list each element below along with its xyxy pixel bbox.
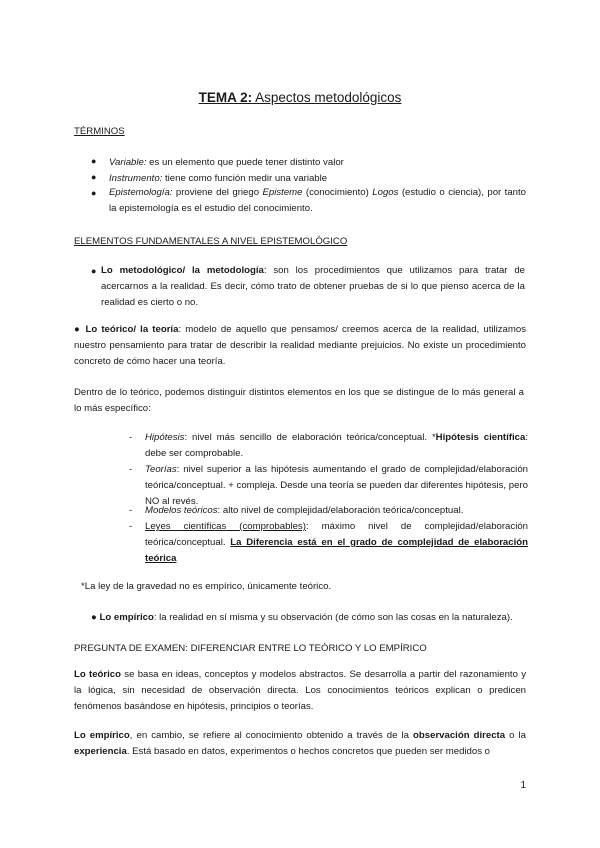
sub-item-leyes: Leyes científicas (comprobables): máximo nivel de complejidad/elaboración teórica/conceptual. La Diferencia está en el grado de complejidad de elaboración teórica: [145, 521, 528, 564]
list-item-epistemologia: Epistemología: proviene del griego Episteme (conocimiento) Logos (estudio o ciencia), por tanto la epistemología es el estudio del conocimiento.: [109, 187, 526, 214]
sub-item-hipotesis: Hipótesis: nivel más sencillo de elaboración teórica/conceptual. *Hipótesis científica: debe ser comprobable.: [145, 432, 528, 459]
bullet-icon: ●: [91, 266, 97, 276]
paragraph-teorico: ● Lo teórico/ la teoría: modelo de aquello que pensamos/ creemos acerca de la realidad, utilizamos nuestro pensamiento para tratar de describir la realidad mediante prejuicios. No existe un procedimiento concreto de cómo hacer una teoría.: [74, 324, 527, 367]
paragraph-lo-empirico: Lo empírico, en cambio, se refiere al conocimiento obtenido a través de la observación directa o la experiencia. Está basado en datos, experimentos o hechos concretos que pueden ser medidos o: [74, 730, 526, 757]
sub-item-modelos: Modelos teóricos: alto nivel de complejidad/elaboración teórica/conceptual.: [145, 505, 464, 516]
bullet-icon: ●: [91, 188, 97, 198]
paragraph-empirico: ● Lo empírico: la realidad en sí misma y su observación (de cómo son las cosas en la naturaleza).: [91, 612, 513, 623]
paragraph-metodologico: Lo metodológico/ la metodología: son los procedimientos que utilizamos para tratar de acercarnos a la realidad. Es decir, cómo trato de obtener pruebas de si lo que pienso acerca de la realidad es cierto o no.: [101, 265, 525, 308]
paragraph-intro: Dentro de lo teórico, podemos distinguir distintos elementos en los que se distingue de lo más general a lo más específico:: [74, 387, 524, 414]
list-item-instrumento: Instrumento: tiene como función medir una variable: [109, 173, 328, 184]
section-heading-elementos: ELEMENTOS FUNDAMENTALES A NIVEL EPISTEMOLÓGICO: [74, 236, 348, 247]
section-heading-terminos: TÉRMINOS: [74, 126, 125, 137]
page-title: TEMA 2: Aspectos metodológicos: [198, 90, 402, 105]
section-heading-pregunta: PREGUNTA DE EXAMEN: DIFERENCIAR ENTRE LO TEÓRICO Y LO EMPÍRICO: [74, 643, 427, 654]
page-number: 1: [520, 780, 526, 791]
bullet-icon: ●: [74, 324, 82, 335]
dash-icon: -: [129, 521, 133, 532]
dash-icon: -: [129, 505, 133, 516]
paragraph-lo-teorico: Lo teórico se basa en ideas, conceptos y modelos abstractos. Se desarrolla a partir del razonamiento y la lógica, sin necesidad de observación directa. Los conocimientos teóricos explican o predicen fenómenos basándose en hipótesis, principios o teorías.: [74, 669, 526, 712]
bullet-icon: ●: [91, 172, 97, 182]
dash-icon: -: [129, 464, 133, 475]
footnote: *La ley de la gravedad no es empírico, únicamente teórico.: [81, 581, 332, 592]
list-item-variable: Variable: es un elemento que puede tener distinto valor: [109, 157, 344, 168]
bullet-icon: ●: [91, 612, 97, 623]
bullet-icon: ●: [91, 156, 97, 166]
sub-item-teorias: Teorías: nivel superior a las hipótesis aumentando el grado de complejidad/elaboración teórica/conceptual. + compleja. Desde una teoría se pueden dar diferentes hipótesis, pero NO al revés.: [145, 464, 528, 507]
dash-icon: -: [129, 432, 133, 443]
